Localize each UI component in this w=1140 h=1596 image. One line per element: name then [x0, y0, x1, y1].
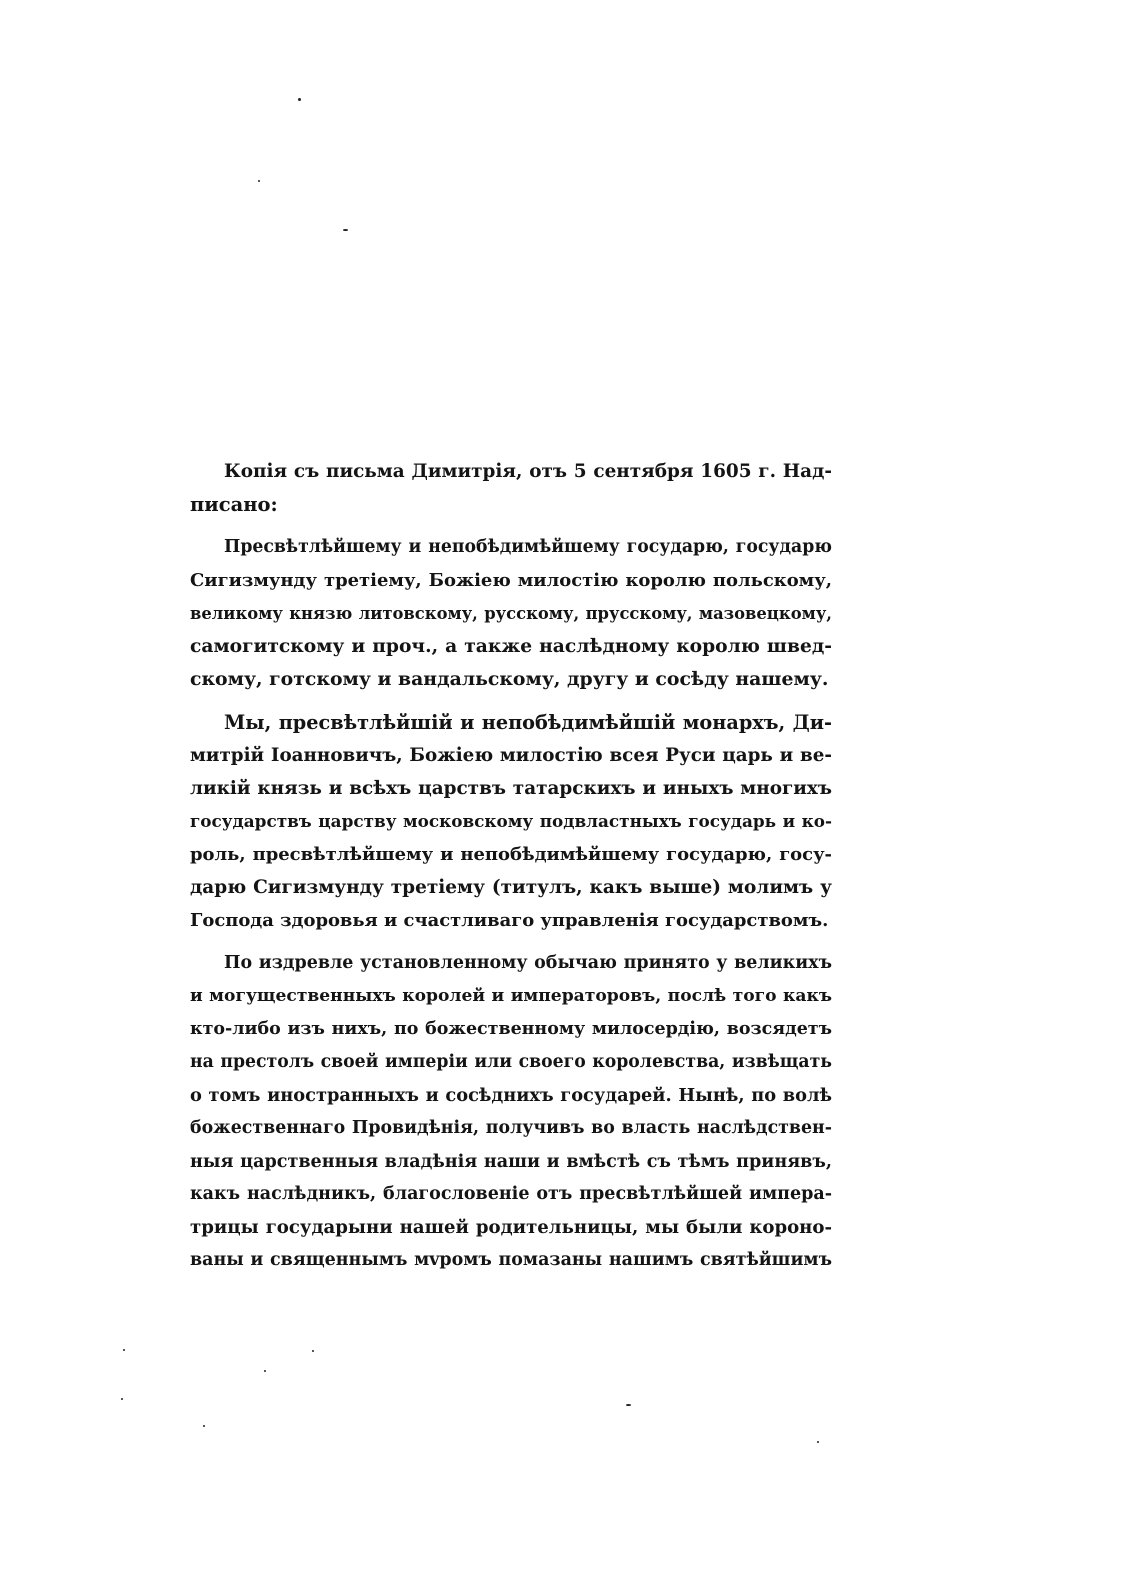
text-line: Копія съ письма Димитрія, отъ 5 сентября 1605 г. Над- [224, 461, 832, 482]
text-line: какъ наслѣдникъ, благословеніе отъ пресвѣтлѣйшей импера- [190, 1184, 832, 1204]
text-line: писано: [190, 493, 278, 516]
text-line: о томъ иностранныхъ и сосѣднихъ государей. Нынѣ, по волѣ [190, 1085, 832, 1106]
text-line: государствъ царству московскому подвластныхъ государь и ко- [190, 811, 832, 831]
scan-speck [121, 1398, 123, 1400]
text-line: самогитскому и проч., а также наслѣдному королю швед- [190, 635, 832, 657]
body-paragraph [190, 947, 832, 1277]
text-line: трицы государыни нашей родительницы, мы были короно- [190, 1217, 832, 1238]
text-line: роль, пресвѣтлѣйшему и непобѣдимѣйшему государю, госу- [190, 844, 832, 865]
text-line: божественнаго Провидѣнія, получивъ во власть наслѣдствен- [190, 1118, 832, 1138]
scan-speck [298, 98, 301, 101]
text-line: ликій князь и всѣхъ царствъ татарскихъ и иныхъ многихъ [190, 778, 832, 799]
text-line: Пресвѣтлѣйшему и непобѣдимѣйшему государю, государю [224, 537, 832, 557]
text-line: дарю Сигизмунду третіему (титулъ, какъ выше) молимъ у [190, 877, 832, 898]
letter-text [190, 455, 832, 1277]
heading [190, 455, 832, 521]
text-line: митрій Іоанновичъ, Божіею милостію всея Руси царь и ве- [190, 745, 832, 766]
text-line: Господа здоровья и счастливаго управленія государствомъ. [190, 910, 829, 931]
text-line: скому, готскому и вандальскому, другу и сосѣду нашему. [190, 668, 829, 690]
text-line: Сигизмунду третіему, Божіею милостію королю польскому, [190, 570, 832, 591]
scan-speck [258, 180, 260, 182]
scan-speck [203, 1425, 205, 1427]
scan-speck [626, 1404, 631, 1406]
text-line: на престолъ своей имперіи или своего королевства, извѣщать [190, 1052, 832, 1072]
text-line: По издревле установленному обычаю принято у великихъ [224, 953, 832, 973]
text-line: ныя царственныя владѣнія наши и вмѣстѣ съ тѣмъ принявъ, [190, 1151, 832, 1172]
scan-speck [123, 1349, 125, 1351]
greeting-paragraph [190, 706, 832, 937]
scan-speck [817, 1441, 819, 1443]
scan-speck [312, 1350, 314, 1352]
text-line: и могущественныхъ королей и императоровъ, послѣ того какъ [190, 986, 832, 1006]
text-line: ваны и священнымъ мvромъ помазаны нашимъ святѣйшимъ [190, 1250, 832, 1270]
address-paragraph [190, 531, 832, 696]
scan-speck [264, 1370, 266, 1372]
text-line: кто-либо изъ нихъ, по божественному милосердію, возсядетъ [190, 1019, 832, 1039]
scan-speck [343, 229, 348, 231]
text-line: Мы, пресвѣтлѣйшій и непобѣдимѣйшій монархъ, Ди- [224, 711, 832, 734]
text-line: великому князю литовскому, русскому, прусскому, мазовецкому, [190, 604, 832, 623]
